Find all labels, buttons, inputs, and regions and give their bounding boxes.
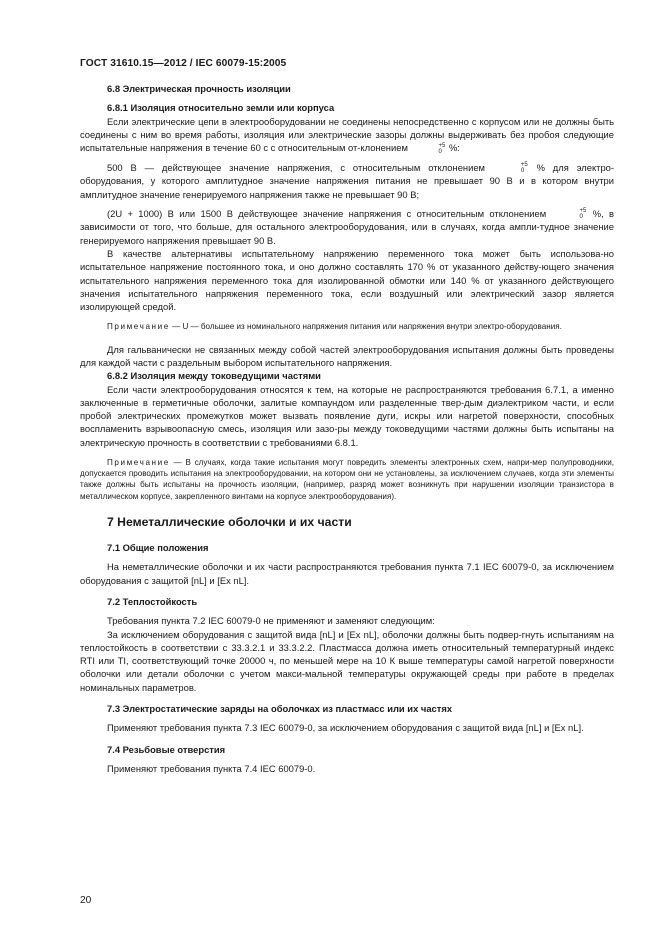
section-7-heading: 7 Неметаллические оболочки и их части [107, 514, 352, 529]
paragraph: В качестве альтернативы испытательному напряжению переменного тока может быть использова-но испытательное напряжение постоянного тока, и оно должно составлять 170 % от указанного действу-ющего значения испытательного напряжения переменного тока для изолированной обмотки или 140 % от указанного действующего значения испытательного напряжения переменного тока, если воздушный или электрический зазор является изолирующей средой. [80, 247, 614, 313]
section-7-3-heading: 7.3 Электростатические заряды на оболочках из пластмасс или их частях [107, 703, 453, 715]
page-number: 20 [80, 895, 92, 906]
section-6-8-heading: 6.8 Электрическая прочность изоляции [107, 83, 291, 94]
paragraph: 500 В — действующее значение напряжения, с относительным отклонением +5 0 % для электро-оборудования, у которого амплитудное значение напряжения питания не превышает 90 В и в котором внутри амплитудное значение генерируемого напряжения также не превышает 90 В; [80, 161, 615, 200]
tolerance-fraction: +5 0 [579, 208, 587, 221]
section-7-2-heading: 7.2 Теплостойкость [107, 595, 198, 607]
paragraph: Если электрические цепи в электрооборудовании не соединены непосредственно с корпусом или не должны быть соединены с ним во время работы, изоляция или электрические зазоры должны выдерживать без пробоя следующие испытательные напряжения в течение 60 с с относительным от-клонением +5 0 %: [80, 115, 614, 155]
section-7-1-heading: 7.1 Общие положения [107, 542, 209, 554]
paragraph: Если части электрооборудования относятся к тем, на которые не распространяются требования 6.7.1, а именно заключенные в герметичные оболочки, залитые компаундом или разделенные твер-дым диэлектриком части, и если пробой электрических промежутков может вызвать появление дуги, искры или нагретой поверхности, способных воспламенить взрывоопасную смесь, изоляция или зазо-ры между токоведущими частями должны быть испытаны на электрическую прочность в соответствии с требованиями 6.8.1. [80, 383, 614, 448]
document-body [80, 82, 614, 775]
paragraph: За исключением оборудования с защитой вида [nL] и [Ex nL], оболочки должны быть подвер-гнуть испытаниям на теплостойкость в соответствии с 33.3.2.1 и 33.3.2.2. Пластмасса должна иметь относительный температурный индекс RTI или TI, соответствующий точке 20000 ч, по меньшей мере на 10 К выше температуры самой нагретой поверхности оболочки или детали оболочки с учетом макси-мальной температуры окружающей среды при работе в пределах номинальных параметров. [80, 628, 614, 693]
note: Примечание — В случаях, когда такие испытания могут повредить элементы электронных схем, напри-мер полупроводники, допускается проводить испытания на электрооборудовании, на котором они не установлены, за исключением случаев, когда эти элементы также должны быть испытаны на прочность изоляции, (например, разряд может возникнуть при нарушении изоляции транзистора в металлическом корпусе, закрепленного винтами на корпусе электрооборудования). [80, 457, 614, 501]
paragraph: Требования пункта 7.2 IEC 60079-0 не применяют и заменяют следующим: [107, 615, 435, 627]
paragraph: Применяют требования пункта 7.3 IEC 60079-0, за исключением оборудования с защитой вида [nL] и [Ex nL]. [107, 722, 584, 734]
paragraph: На неметаллические оболочки и их части распространяются требования пункта 7.1 IEC 60079-0, за исключением оборудования с защитой [nL] и [Ex nL]. [80, 561, 614, 586]
tolerance-fraction: +5 0 [438, 142, 446, 155]
paragraph: Для гальванически не связанных между собой частей электрооборудования испытания должны быть проведены для каждой части с раздельным выбором испытательного напряжения. [80, 343, 614, 368]
section-6-8-2-heading: 6.8.2 Изоляция между токоведущими частями [107, 370, 321, 382]
note: Примечание — U — большее из номинального напряжения питания или напряжения внутри электро-оборудования. [107, 322, 562, 332]
tolerance-fraction: +5 0 [520, 162, 528, 175]
paragraph: (2U + 1000) В или 1500 В действующее значение напряжения с относительным отклонением +5 0 %, в зависимости от того, что больше, для остального электрооборудования, или в случаях, когда ампли-тудное значение генерируемого напряжения превышает 90 В. [80, 207, 615, 246]
page-header: ГОСТ 31610.15—2012 / IEC 60079-15:2005 [80, 58, 287, 69]
paragraph: Применяют требования пункта 7.4 IEC 60079-0. [107, 762, 316, 774]
section-6-8-1-heading: 6.8.1 Изоляция относительно земли или корпуса [107, 102, 335, 114]
section-7-4-heading: 7.4 Резьбовые отверстия [107, 743, 226, 755]
